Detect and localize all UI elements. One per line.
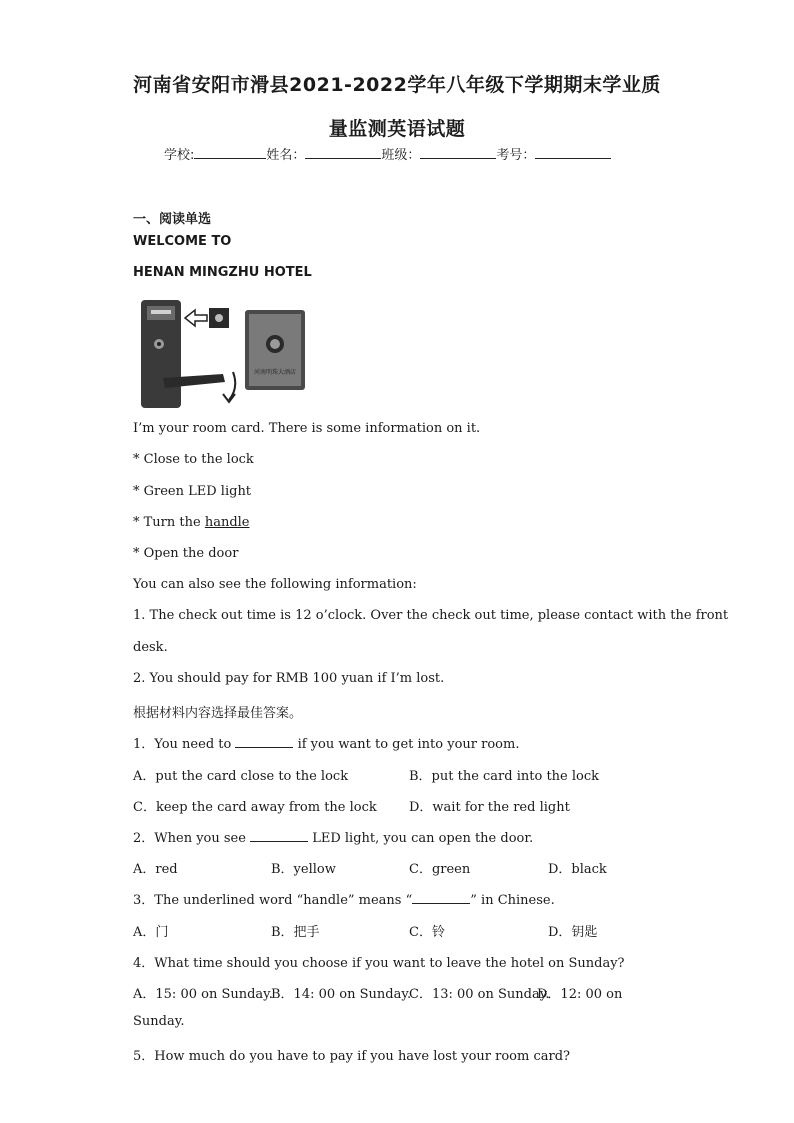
passage-step3 <box>133 515 250 530</box>
q1-option-d[interactable]: D．wait for the red light <box>409 800 570 815</box>
passage-step1: * Close to the lock <box>133 452 254 467</box>
welcome-line2: HENAN MINGZHU HOTEL <box>133 265 312 280</box>
question-4: 4．What time should you choose if you want to leave the hotel on Sunday? <box>133 956 625 971</box>
q3-suffix: ” in Chinese. <box>470 893 555 908</box>
q2-option-c[interactable]: C．green <box>409 862 471 877</box>
school-label: 学校: <box>164 148 195 163</box>
q1-prefix: 1．You need to <box>133 737 236 752</box>
school-blank[interactable] <box>194 146 266 159</box>
number-label: 考号： <box>496 148 536 163</box>
passage-step4: * Open the door <box>133 546 239 561</box>
section-heading: 一、阅读单选 <box>133 212 212 227</box>
q4-option-c[interactable]: C．13: 00 on Sunday. <box>409 987 550 1002</box>
welcome-line1: WELCOME TO <box>133 234 232 249</box>
door-lock-card-illustration <box>133 296 313 410</box>
step3-prefix: * Turn the <box>133 515 205 530</box>
passage-step2: * Green LED light <box>133 484 252 499</box>
q3-answer-blank[interactable] <box>412 892 470 904</box>
question-3 <box>133 889 555 908</box>
name-label: 姓名： <box>266 148 306 163</box>
q3-option-c[interactable]: C．铃 <box>409 925 445 940</box>
passage-info1a: 1. The check out time is 12 o’clock. Over the check out time, please contact with the front <box>133 608 729 623</box>
passage-intro: I’m your room card. There is some information on it. <box>133 421 481 436</box>
question-5: 5．How much do you have to pay if you have lost your room card? <box>133 1049 570 1064</box>
q1-suffix: if you want to get into your room. <box>293 737 520 752</box>
q1-option-c[interactable]: C．keep the card away from the lock <box>133 800 377 815</box>
q4-option-d-continued: Sunday. <box>133 1014 185 1029</box>
number-blank[interactable] <box>535 146 611 159</box>
exam-title-line1: 河南省安阳市滑县2021-2022学年八年级下学期期末学业质 <box>133 74 661 96</box>
q2-option-d[interactable]: D．black <box>548 862 607 877</box>
question-1 <box>133 733 519 752</box>
passage-also: You can also see the following information: <box>133 577 417 592</box>
q2-prefix: 2．When you see <box>133 831 251 846</box>
q4-option-b[interactable]: B．14: 00 on Sunday. <box>271 987 412 1002</box>
question-2 <box>133 827 533 846</box>
q2-option-b[interactable]: B．yellow <box>271 862 336 877</box>
q1-option-a[interactable]: A．put the card close to the lock <box>133 769 349 784</box>
q2-option-a[interactable]: A．red <box>133 862 178 877</box>
exam-title-line2: 量监测英语试题 <box>328 118 466 140</box>
class-label: 班级： <box>381 148 421 163</box>
passage-info1b: desk. <box>133 640 168 655</box>
instruction: 根据材料内容选择最佳答案。 <box>133 706 303 721</box>
q2-answer-blank[interactable] <box>250 830 308 842</box>
q3-option-b[interactable]: B．把手 <box>271 925 320 940</box>
class-blank[interactable] <box>420 146 496 159</box>
q1-option-b[interactable]: B．put the card into the lock <box>409 769 600 784</box>
student-info-row <box>164 144 611 163</box>
q3-prefix: 3．The underlined word “handle” means “ <box>133 893 413 908</box>
passage-info2: 2. You should pay for RMB 100 yuan if I’m lost. <box>133 671 445 686</box>
name-blank[interactable] <box>305 146 381 159</box>
card-caption: 河南明珠大酒店 <box>253 369 297 376</box>
q4-option-d[interactable]: D．12: 00 on <box>537 987 623 1002</box>
q3-option-a[interactable]: A．门 <box>133 925 169 940</box>
q4-option-a[interactable]: A．15: 00 on Sunday. <box>133 987 273 1002</box>
step3-underlined-word: handle <box>204 515 250 530</box>
q1-answer-blank[interactable] <box>235 736 293 748</box>
q2-suffix: LED light, you can open the door. <box>308 831 534 846</box>
q3-option-d[interactable]: D．钥匙 <box>548 925 598 940</box>
